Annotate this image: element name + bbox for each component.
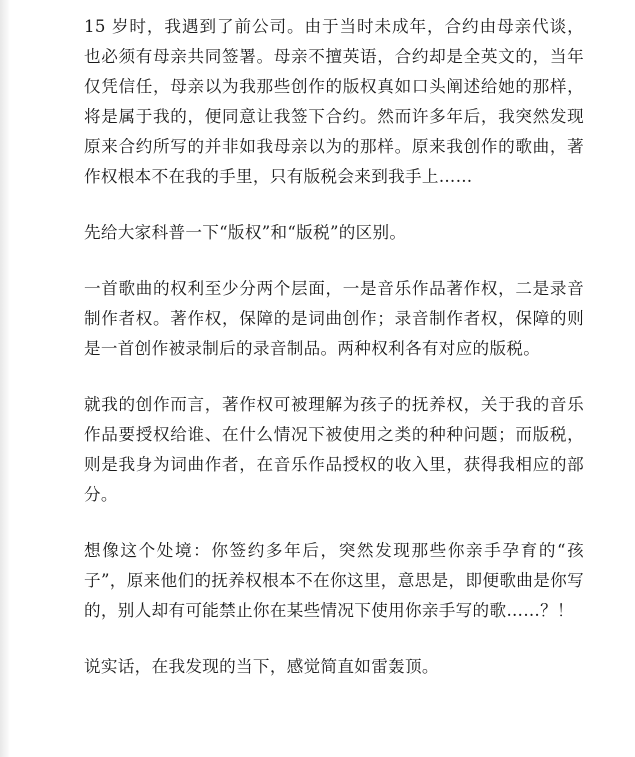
page-edge-shadow [0,0,10,757]
paragraph-two-layers-of-rights: 一首歌曲的权利至少分两个层面，一是音乐作品著作权，二是录音制作者权。著作权，保障的是词曲创作；录音制作者权，保障的则是一首创作被录制后的录音制品。两种权利各有对应的版税。 [84,279,584,358]
paragraph-imagine-situation: 想像这个处境：你签约多年后，突然发现那些你亲手孕育的“孩子”，原来他们的抚养权根本不在你这里，意思是，即便歌曲是你写的，别人却有可能禁止你在某些情况下使用你亲手写的歌……？！ [84,541,584,620]
paragraph-custody-analogy: 就我的创作而言，著作权可被理解为孩子的抚养权，关于我的音乐作品要授权给谁、在什么情况下被使用之类的种种问题；而版税，则是我身为词曲作者，在音乐作品授权的收入里，获得我相应的部分。 [84,395,584,504]
paragraph-contract-story: 15 岁时，我遇到了前公司。由于当时未成年，合约由母亲代谈，也必须有母亲共同签署。母亲不擅英语，合约却是全英文的，当年仅凭信任，母亲以为我那些创作的版权真如口头阐述给她的那样，将是属于我的，便同意让我签下合约。然而许多年后，我突然发现原来合约所写的并非如我母亲以为的那样。原来我创作的歌曲，著作权根本不在我的手里，只有版税会来到我手上…… [84,17,584,186]
article-body [84,12,584,682]
paragraph-conclusion: 说实话，在我发现的当下，感觉简直如雷轰顶。 [84,657,439,676]
paragraph-intro-copyright-vs-royalty: 先给大家科普一下“版权”和“版税”的区别。 [84,223,407,242]
